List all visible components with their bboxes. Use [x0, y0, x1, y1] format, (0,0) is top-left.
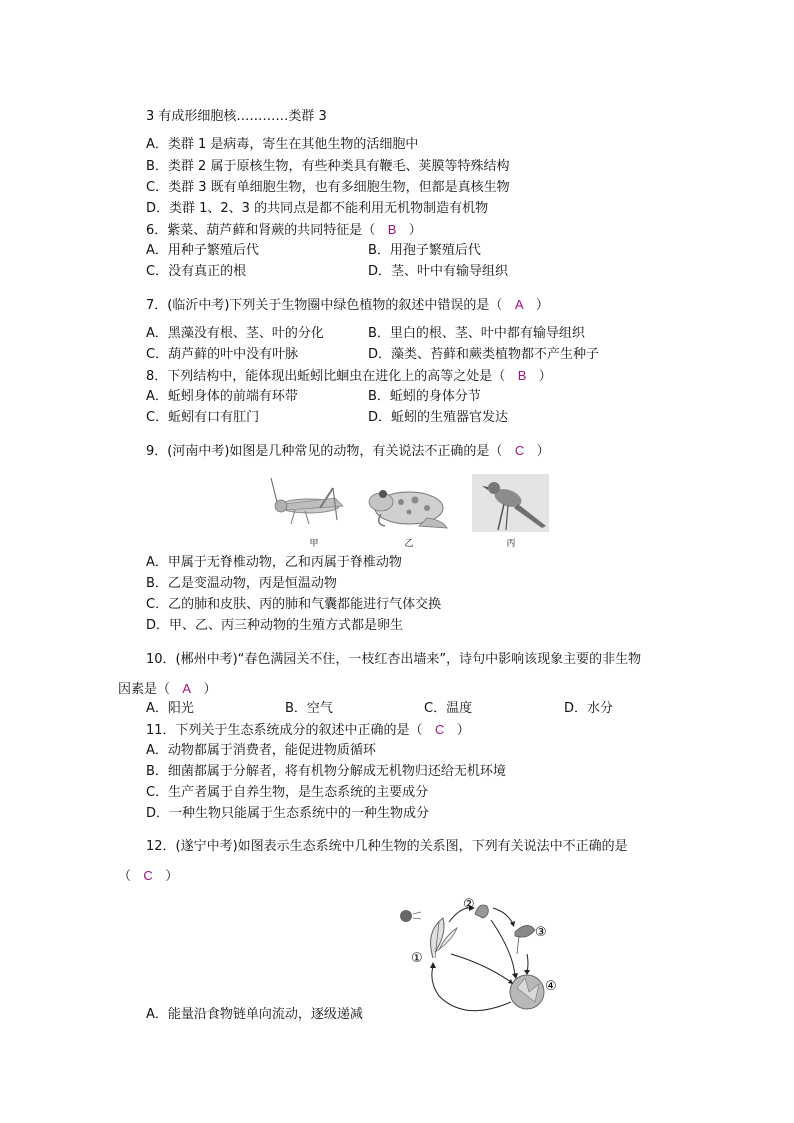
caption-yi: 乙 [404, 539, 414, 549]
q11-option-a: A．动物都属于消费者，能促进物质循环 [146, 743, 376, 758]
q7-option-c: C．葫芦藓的叶中没有叶脉 [146, 347, 299, 362]
q8-option-b: B．蚯蚓的身体分节 [368, 389, 481, 404]
q6-option-d: D．茎、叶中有输导组织 [368, 264, 509, 279]
sun-icon [400, 910, 412, 922]
q10-stem-2: 因素是（ A ） [118, 681, 217, 697]
q11-stem: 11．下列关于生态系统成分的叙述中正确的是（ C ） [146, 722, 470, 738]
q5-option-b: B．类群 2 属于原核生物，有些种类具有鞭毛、荚膜等特殊结构 [146, 159, 510, 174]
q10-option-a: A．阳光 [146, 701, 194, 716]
frog-illustration [367, 480, 451, 532]
q6-stem: 6．紫菜、葫芦藓和肾蕨的共同特征是（ B ） [146, 222, 422, 238]
q7-option-d: D．藻类、苔藓和蕨类植物都不产生种子 [368, 347, 600, 362]
q7-option-a: A．黑藻没有根、茎、叶的分化 [146, 326, 324, 341]
q12-stem-2: （ C ） [118, 868, 179, 884]
label-1: ① [411, 951, 423, 966]
q8-option-c: C．蚯蚓有口有肛门 [146, 410, 260, 425]
q8-answer: B [517, 368, 527, 383]
caption-bing: 丙 [506, 539, 516, 549]
key-line-3: 3 有成形细胞核…………类群 3 [146, 109, 327, 124]
insect-icon [475, 905, 488, 918]
q5-option-a: A．类群 1 是病毒，寄生在其他生物的活细胞中 [146, 137, 419, 152]
caption-jia: 甲 [309, 539, 319, 549]
q8-option-a: A．蚯蚓身体的前端有环带 [146, 389, 298, 404]
bird-photo [472, 474, 549, 532]
q9-option-b: B．乙是变温动物，丙是恒温动物 [146, 576, 337, 591]
q9-option-d: D．甲、乙、丙三种动物的生殖方式都是卵生 [146, 618, 404, 633]
q6-answer: B [387, 222, 397, 237]
grasshopper-illustration [265, 476, 355, 532]
q7-answer: A [514, 297, 524, 312]
q7-stem: 7．(临沂中考)下列关于生物圈中绿色植物的叙述中错误的是（ A ） [146, 297, 549, 313]
q12-option-a: A．能量沿食物链单向流动，逐级递减 [146, 1007, 363, 1022]
q8-option-d: D．蚯蚓的生殖器官发达 [368, 410, 509, 425]
ecosystem-diagram [395, 892, 565, 1032]
q10-option-c: C．温度 [424, 701, 473, 716]
bird-icon [515, 925, 535, 937]
q11-option-b: B．细菌都属于分解者，将有机物分解成无机物归还给无机环境 [146, 764, 506, 779]
q9-option-a: A．甲属于无脊椎动物，乙和丙属于脊椎动物 [146, 555, 402, 570]
q9-option-c: C．乙的肺和皮肤、丙的肺和气囊都能进行气体交换 [146, 597, 442, 612]
label-3: ③ [535, 925, 547, 940]
q10-option-d: D．水分 [564, 701, 614, 716]
q6-option-a: A．用种子繁殖后代 [146, 243, 259, 258]
q8-stem: 8．下列结构中，能体现出蚯蚓比蛔虫在进化上的高等之处是（ B ） [146, 368, 552, 384]
q12-stem: 12．(遂宁中考)如图表示生态系统中几种生物的关系图，下列有关说法中不正确的是 [146, 839, 628, 854]
q9-stem: 9．(河南中考)如图是几种常见的动物，有关说法不正确的是（ C ） [146, 443, 550, 459]
label-2: ② [463, 897, 475, 912]
q11-answer: C [434, 722, 445, 737]
label-4: ④ [545, 979, 557, 994]
q7-option-b: B．里白的根、茎、叶中都有输导组织 [368, 326, 585, 341]
q10-stem: 10．(郴州中考)“春色满园关不住，一枝红杏出墙来”，诗句中影响该现象主要的非生物 [146, 652, 642, 667]
q10-answer: A [182, 681, 192, 696]
q5-option-d: D．类群 1、2、3 的共同点是都不能利用无机物制造有机物 [146, 201, 489, 216]
q6-option-b: B．用孢子繁殖后代 [368, 243, 481, 258]
q5-option-c: C．类群 3 既有单细胞生物，也有多细胞生物，但都是真核生物 [146, 180, 510, 195]
q6-option-c: C．没有真正的根 [146, 264, 247, 279]
q11-option-c: C．生产者属于自养生物，是生态系统的主要成分 [146, 785, 429, 800]
q9-answer: C [514, 443, 525, 458]
q12-answer: C [143, 868, 153, 883]
q10-option-b: B．空气 [285, 701, 333, 716]
q11-option-d: D．一种生物只能属于生态系统中的一种生物成分 [146, 806, 430, 821]
